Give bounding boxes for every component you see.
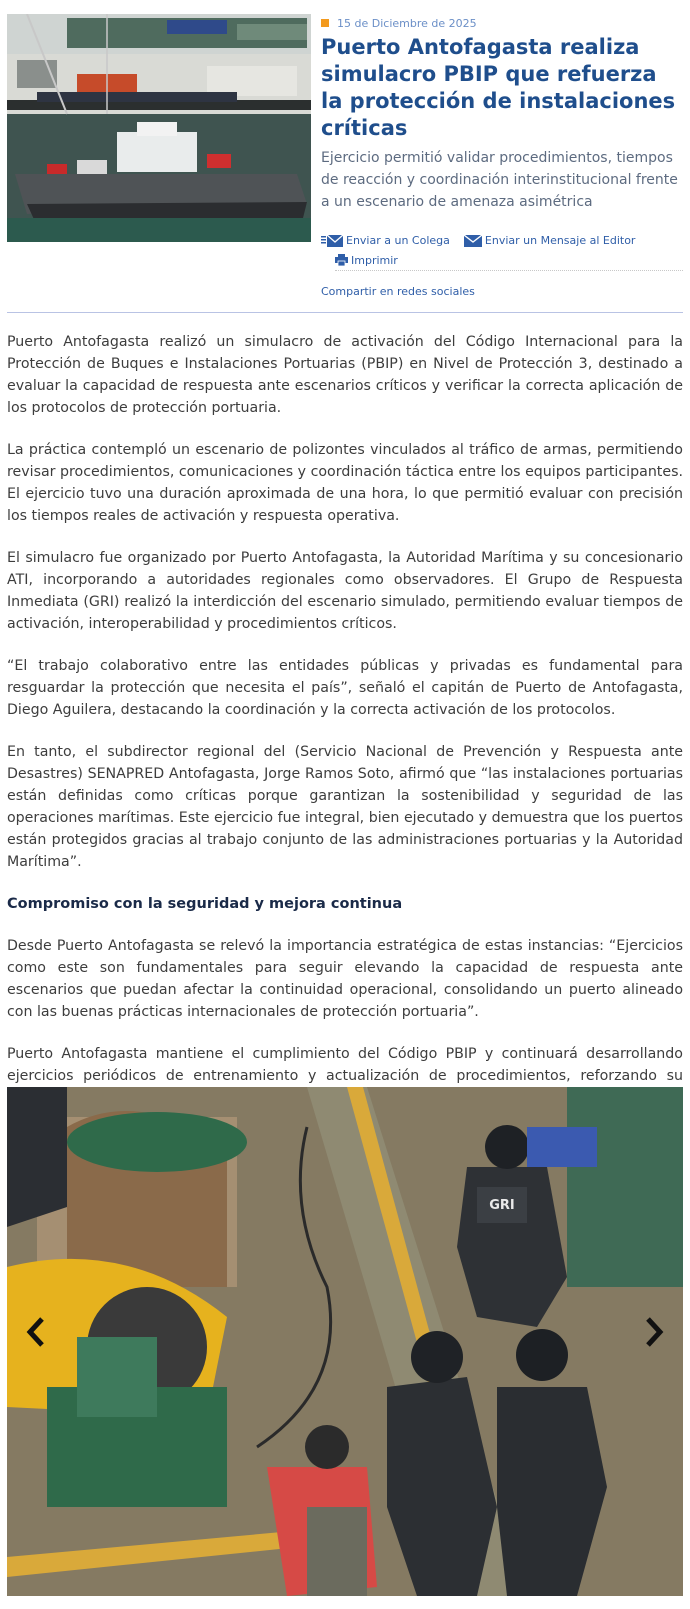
article-title: Puerto Antofagasta realiza simulacro PBIP que refuerza la protección de instalaciones críticas	[321, 35, 676, 140]
print-link[interactable]	[335, 254, 398, 267]
paragraph-5: En tanto, el subdirector regional del (Servicio Nacional de Prevención y Respuesta ante Desastres) SENAPRED Antofagasta, Jorge Ramos Soto, afirmó que “las instalaciones portuarias están definidas como críticas porque garantizan la sostenibilidad y seguridad de las operaciones marítimas. Este ejercicio fue integral, bien ejecutado y demuestra que los puertos están protegidos gracias al trabajo conjunto de las administraciones portuarias y la Autoridad Marítima”.	[7, 744, 683, 870]
envelope-icon	[464, 235, 482, 247]
print-row	[335, 250, 683, 271]
date-row	[321, 14, 683, 32]
paragraph-7: Puerto Antofagasta mantiene el cumplimiento del Código PBIP y continuará desarrollando ejercicios periódicos de entrenamiento y actualización de procedimientos, reforzando su	[7, 1046, 683, 1084]
hero-image-boat	[7, 14, 311, 242]
gallery-prev-button[interactable]	[21, 1307, 51, 1357]
article-body	[7, 331, 683, 1151]
chevron-left-icon	[26, 1316, 46, 1348]
article-date: 15 de Diciembre de 2025	[337, 16, 477, 30]
actions-row	[321, 231, 683, 250]
paragraph-1: Puerto Antofagasta realizó un simulacro de activación del Código Internacional para la Protección de Buques e Instalaciones Portuarias (PBIP) en Nivel de Protección 3, destinado a evaluar la capacidad de respuesta ante escenarios críticos y verificar la correcta aplicación de los protocolos de protección portuaria.	[7, 334, 683, 416]
gallery-next-button[interactable]	[639, 1307, 669, 1357]
paragraph-4: “El trabajo colaborativo entre las entidades públicas y privadas es fundamental para resguardar la protección que necesita el país”, señaló el capitán de Puerto de Antofagasta, Diego Aguilera, destacando la coordinación y la correcta activación de los protocolos.	[7, 658, 683, 718]
print-label: Imprimir	[351, 253, 398, 267]
chevron-right-icon	[644, 1316, 664, 1348]
gallery-photo-tactical-team	[7, 1087, 683, 1596]
vest-label: GRI	[489, 1198, 515, 1213]
section-heading: Compromiso con la seguridad y mejora continua	[7, 896, 403, 912]
send-editor-link[interactable]	[464, 234, 636, 247]
article-meta	[321, 14, 683, 298]
send-editor-label: Enviar un Mensaje al Editor	[484, 234, 636, 247]
date-marker-icon	[321, 19, 329, 27]
printer-icon	[335, 254, 348, 266]
send-colleague-link[interactable]	[321, 234, 450, 247]
share-social-link[interactable]: Compartir en redes sociales	[321, 285, 475, 298]
article-actions	[321, 231, 683, 271]
article-subtitle: Ejercicio permitió validar procedimientos, tiempos de reacción y coordinación interinstitucional frente a un escenario de amenaza asimétrica	[321, 150, 678, 210]
article-header	[0, 0, 690, 305]
paragraph-2: La práctica contempló un escenario de polizontes vinculados al tráfico de armas, permitiendo revisar procedimientos, comunicaciones y coordinación táctica entre los equipos participantes. El ejercicio tuvo una duración aproximada de una hora, lo que permitió evaluar con precisión los tiempos reales de activación y respuesta operativa.	[7, 442, 683, 524]
header-divider	[7, 312, 683, 313]
photo-gallery[interactable]	[7, 1087, 683, 1596]
envelope-list-icon	[321, 235, 343, 247]
paragraph-3: El simulacro fue organizado por Puerto Antofagasta, la Autoridad Marítima y su concesionario ATI, incorporando a autoridades regionales como observadores. El Grupo de Respuesta Inmediata (GRI) realizó la interdicción del escenario simulado, permitiendo evaluar tiempos de activación, interoperabilidad y procedimientos críticos.	[7, 550, 683, 632]
paragraph-6: Desde Puerto Antofagasta se relevó la importancia estratégica de estas instancias: “Ejercicios como este son fundamentales para seguir elevando la capacidad de respuesta ante escenarios que puedan afectar la continuidad operacional, consolidando un puerto alineado con las buenas prácticas internacionales de protección portuaria”.	[7, 938, 683, 1020]
send-colleague-label: Enviar a un Colega	[346, 234, 450, 247]
